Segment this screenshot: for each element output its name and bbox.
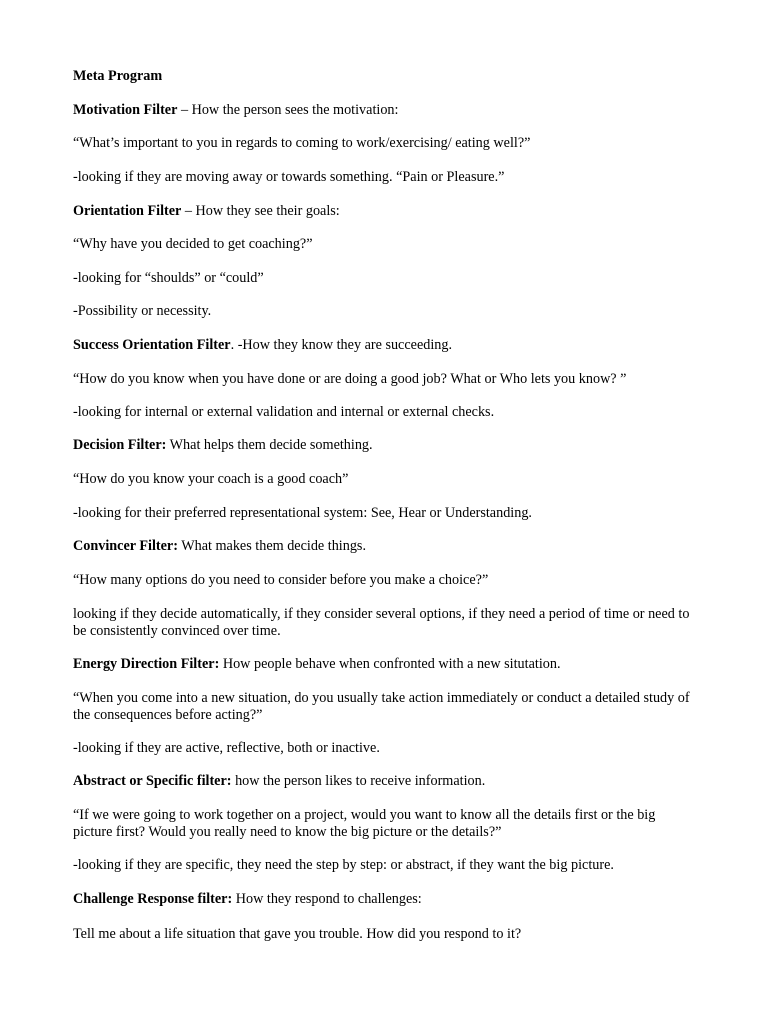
note-line: -looking for internal or external validation and internal or external checks. <box>73 404 495 420</box>
question-line: “How do you know your coach is a good coach” <box>73 471 349 487</box>
note-line: looking if they decide automatically, if they consider several options, if they need a period of time or need to be consistently convinced over time. <box>73 606 690 639</box>
section-heading-success-orientation <box>73 337 698 354</box>
note-line: -looking for their preferred representational system: See, Hear or Understanding. <box>73 505 532 521</box>
section-heading-orientation <box>73 203 698 220</box>
note-line: -looking if they are specific, they need the step by step: or abstract, if they want the big picture. <box>73 857 614 873</box>
question-line: “When you come into a new situation, do you usually take action immediately or conduct a detailed study of the consequences before acting?” <box>73 690 690 723</box>
section-heading-description: – How they see their goals: <box>181 203 340 219</box>
section-heading-label: Challenge Response filter: <box>73 891 233 907</box>
section-heading-label: Orientation Filter <box>73 203 182 219</box>
section-heading-description: how the person likes to receive information. <box>231 773 486 789</box>
section-heading-decision <box>73 437 698 454</box>
note-line: -Possibility or necessity. <box>73 303 212 319</box>
section-heading-description: – How the person sees the motivation: <box>177 102 399 118</box>
section-heading-motivation <box>73 102 698 119</box>
section-heading-description: What helps them decide something. <box>166 437 373 453</box>
section-heading-label: Motivation Filter <box>73 102 178 118</box>
question-line: “What’s important to you in regards to coming to work/exercising/ eating well?” <box>73 135 531 151</box>
section-heading-convincer <box>73 538 698 555</box>
section-heading-label: Abstract or Specific filter: <box>73 773 232 789</box>
note-line: -looking for “shoulds” or “could” <box>73 270 264 286</box>
section-heading-abstract-specific <box>73 773 698 790</box>
section-heading-description: . -How they know they are succeeding. <box>230 337 453 353</box>
section-heading-description: What makes them decide things. <box>177 538 367 554</box>
question-line: “How do you know when you have done or are doing a good job? What or Who lets you know? ” <box>73 371 627 387</box>
section-heading-label: Energy Direction Filter: <box>73 656 220 672</box>
section-heading-label: Success Orientation Filter <box>73 337 231 353</box>
question-line: “How many options do you need to consider before you make a choice?” <box>73 572 489 588</box>
section-heading-description: How people behave when confronted with a new situtation. <box>219 656 561 672</box>
question-line: Tell me about a life situation that gave you trouble. How did you respond to it? <box>73 926 522 942</box>
question-line: “Why have you decided to get coaching?” <box>73 236 313 252</box>
section-heading-energy-direction <box>73 656 698 673</box>
section-heading-description: How they respond to challenges: <box>232 891 422 907</box>
note-line: -looking if they are active, reflective, both or inactive. <box>73 740 380 756</box>
document-title: Meta Program <box>73 68 163 84</box>
question-line: “If we were going to work together on a project, would you want to know all the details first or the big picture first? Would you really need to know the big picture or the details?” <box>73 807 656 840</box>
section-heading-challenge-response <box>73 891 698 908</box>
section-heading-label: Convincer Filter: <box>73 538 178 554</box>
section-heading-label: Decision Filter: <box>73 437 167 453</box>
note-line: -looking if they are moving away or towards something. “Pain or Pleasure.” <box>73 169 505 185</box>
